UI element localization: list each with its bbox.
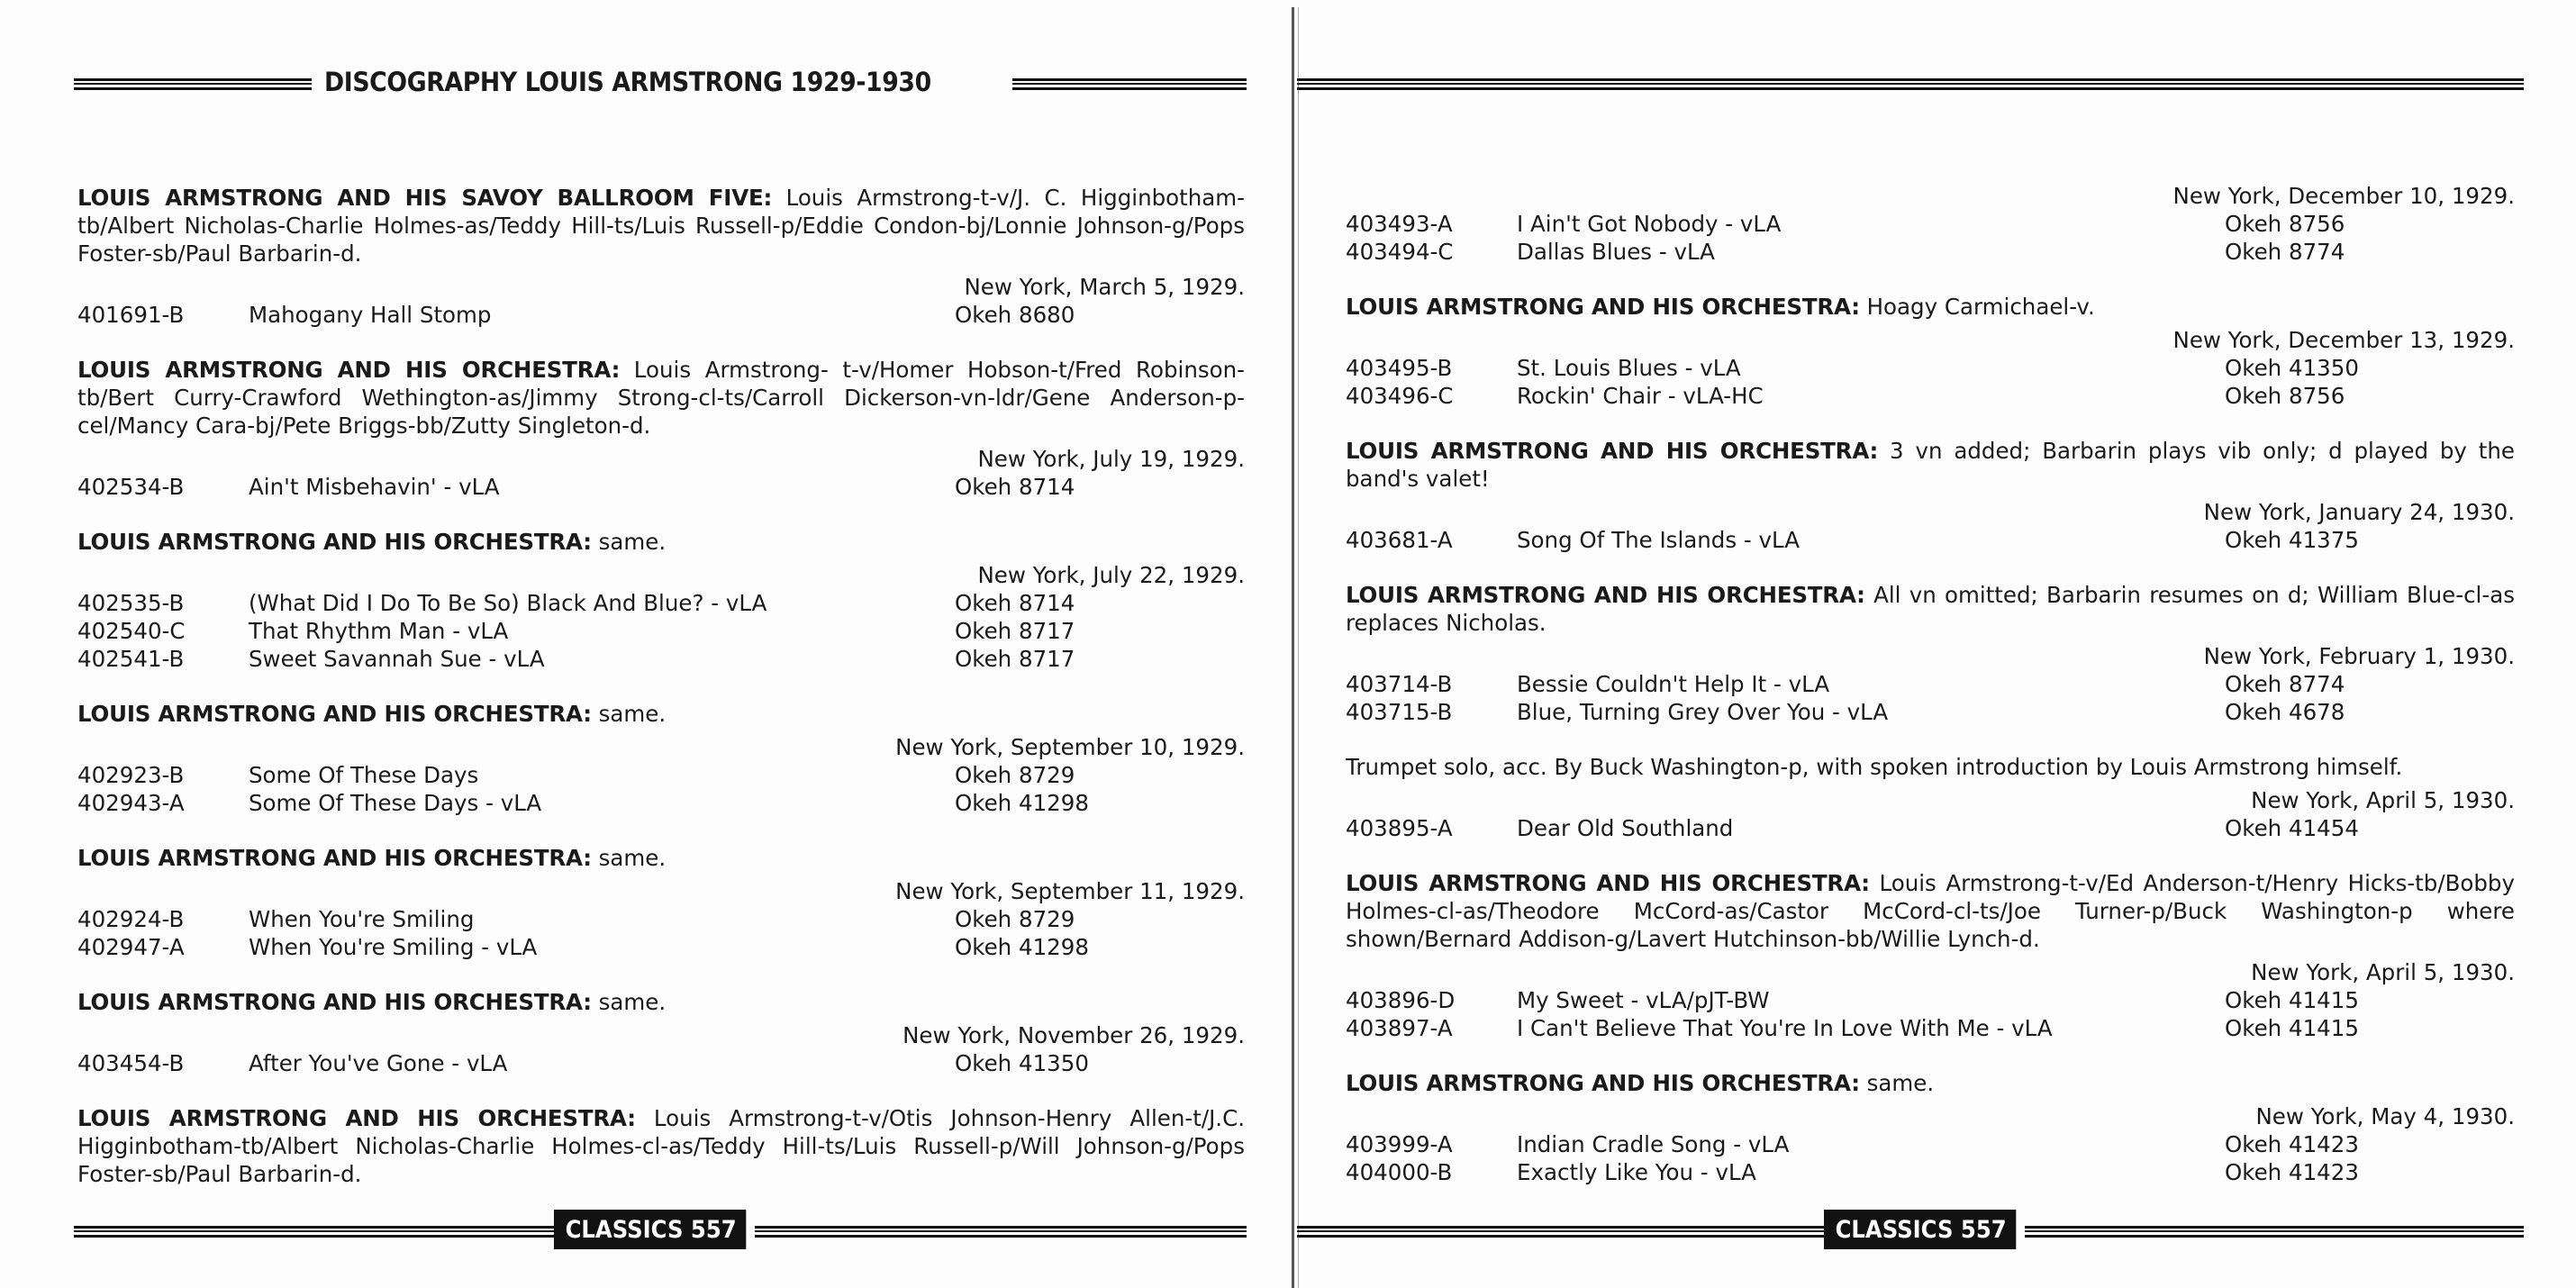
track-row [1346,526,2515,554]
track-row [77,589,1245,617]
personnel-text: same. [591,989,667,1015]
track-row [77,761,1245,789]
track-row [1346,698,2515,726]
matrix-number: 403897-A [1346,1015,1453,1041]
personnel-text: 3 vn added; Barbarin plays vib only; d played by the band's valet! [1346,438,2515,492]
session-location: New York, March 5, 1929. [964,274,1245,300]
record-label: Okeh 8717 [955,646,1075,672]
personnel-text: All vn omitted; Barbarin resumes on d; William Blue-cl-as replaces Nicholas. [1346,582,2515,636]
matrix-number: 403714-B [1346,671,1453,697]
personnel-note [77,184,1245,268]
personnel-text: Louis Armstrong-t-v/Ed Anderson-t/Henry Hicks-tb/Bobby Holmes-cl-as/Theodore McCord-as/Castor McCord-cl-ts/Joe Turner-p/Buck Washington-p where shown/Bernard Addison-g/Lavert Hutchinson-bb/Willie Lynch-d. [1346,870,2515,952]
matrix-number: 403895-A [1346,815,1453,841]
band-name: LOUIS ARMSTRONG AND HIS ORCHESTRA: [77,529,592,555]
matrix-number: 402541-B [77,646,185,672]
personnel-note [1346,581,2515,637]
section-gap [1346,726,2515,753]
personnel-text: same. [591,701,667,727]
section-gap [1346,266,2515,293]
page-fold [1292,7,1294,1288]
track-row [1346,354,2515,382]
record-label: Okeh 8717 [955,618,1075,644]
session-location: New York, January 24, 1930. [2203,499,2515,525]
matrix-number: 402924-B [77,906,185,932]
matrix-number: 403715-B [1346,699,1453,725]
personnel-note [1346,437,2515,493]
personnel-note [77,988,1245,1016]
track-title: Rockin' Chair - vLA-HC [1517,383,1764,409]
matrix-number: 403454-B [77,1050,185,1076]
header-rule-left [74,78,312,90]
left-discography [77,184,1245,1188]
session-location: New York, April 5, 1930. [2251,959,2515,985]
track-row [1346,238,2515,266]
personnel-note [77,844,1245,872]
catalog-badge: CLASSICS 557 [554,1210,746,1249]
record-label: Okeh 41350 [955,1050,1089,1076]
record-label: Okeh 41423 [2225,1131,2359,1157]
record-label: Okeh 41415 [2225,1015,2359,1041]
footer-rule-right [755,1226,1247,1238]
personnel-text: Hoagy Carmichael-v. [1859,294,2095,320]
track-row [77,645,1245,673]
record-label: Okeh 8714 [955,474,1075,500]
matrix-number: 402943-A [77,790,185,816]
record-label: Okeh 8774 [2225,239,2345,265]
record-label: Okeh 41423 [2225,1159,2359,1185]
section-gap [1346,1042,2515,1069]
section-gap [77,817,1245,844]
section-gap [77,1077,1245,1104]
record-label: Okeh 41375 [2225,527,2359,553]
section-gap [1346,554,2515,581]
section-gap [77,501,1245,528]
track-title: Some Of These Days [249,762,479,788]
session-location: New York, September 11, 1929. [895,878,1245,904]
track-title: After You've Gone - vLA [249,1050,508,1076]
record-label: Okeh 41350 [2225,355,2359,381]
matrix-number: 402923-B [77,762,185,788]
footer-rule-left [1297,1226,1825,1238]
session-location: New York, September 10, 1929. [895,734,1245,760]
track-title: Sweet Savannah Sue - vLA [249,646,545,672]
track-title: St. Louis Blues - vLA [1517,355,1741,381]
band-name: LOUIS ARMSTRONG AND HIS ORCHESTRA: [77,845,592,871]
band-name: LOUIS ARMSTRONG AND HIS ORCHESTRA: [1346,582,1865,608]
personnel-note [77,528,1245,556]
record-label: Okeh 8729 [955,762,1075,788]
track-row [1346,382,2515,410]
band-name: LOUIS ARMSTRONG AND HIS ORCHESTRA: [77,989,592,1015]
record-label: Okeh 41454 [2225,815,2359,841]
catalog-badge: CLASSICS 557 [1824,1210,2016,1249]
band-name: LOUIS ARMSTRONG AND HIS ORCHESTRA: [77,357,621,383]
personnel-note [77,1104,1245,1188]
personnel-note [1346,1069,2515,1097]
record-label: Okeh 8756 [2225,383,2345,409]
record-label: Okeh 8774 [2225,671,2345,697]
matrix-number: 403493-A [1346,211,1453,237]
band-name: LOUIS ARMSTRONG AND HIS ORCHESTRA: [1346,294,1860,320]
session-location: New York, February 1, 1930. [2203,643,2515,669]
track-title: My Sweet - vLA/pJT-BW [1517,987,1770,1013]
track-title: (What Did I Do To Be So) Black And Blue? - vLA [249,590,767,616]
matrix-number: 401691-B [77,302,185,328]
section-gap [77,329,1245,356]
matrix-number: 403896-D [1346,987,1456,1013]
section-gap [1346,842,2515,869]
personnel-text: Louis Armstrong-t-v/J. C. Higginbotham-tb/Albert Nicholas-Charlie Holmes-as/Teddy Hill-ts/Luis Russell-p/Eddie Condon-bj/Lonnie Johnson-g/Pops Foster-sb/Paul Barbarin-d. [77,185,1245,267]
track-title: Indian Cradle Song - vLA [1517,1131,1790,1157]
matrix-number: 402947-A [77,934,185,960]
right-page [1297,0,2576,1288]
header-rule-right [1012,78,1247,90]
track-row [1346,1130,2515,1158]
band-name: LOUIS ARMSTRONG AND HIS ORCHESTRA: [1346,1070,1860,1096]
section-gap [77,673,1245,700]
track-row [1346,670,2515,698]
personnel-note [77,356,1245,440]
record-label: Okeh 41298 [955,790,1089,816]
track-title: That Rhythm Man - vLA [249,618,509,644]
session-location: New York, November 26, 1929. [903,1022,1245,1048]
track-row [1346,814,2515,842]
band-name: LOUIS ARMSTRONG AND HIS ORCHESTRA: [1346,438,1879,464]
track-title: Blue, Turning Grey Over You - vLA [1517,699,1889,725]
track-row [77,473,1245,501]
track-row [1346,1014,2515,1042]
session-location: New York, December 10, 1929. [2172,183,2515,209]
track-row [77,905,1245,933]
session-location: New York, April 5, 1930. [2251,787,2515,813]
track-row [1346,986,2515,1014]
band-name: LOUIS ARMSTRONG AND HIS ORCHESTRA: [77,1105,636,1131]
right-discography [1346,177,2515,1186]
track-row [77,301,1245,329]
personnel-text: same. [1859,1070,1935,1096]
track-row [77,617,1245,645]
personnel-text: Trumpet solo, acc. By Buck Washington-p, with spoken introduction by Louis Armstrong himself. [1346,754,2403,780]
personnel-text: Louis Armstrong-t-v/Otis Johnson-Henry Allen-t/J.C. Higginbotham-tb/Albert Nicholas-Charlie Holmes-cl-as/Teddy Hill-ts/Luis Russell-p/Will Johnson-g/Pops Foster-sb/Paul Barbarin-d. [77,1105,1245,1187]
personnel-text: same. [591,529,667,555]
band-name: LOUIS ARMSTRONG AND HIS ORCHESTRA: [1346,870,1870,896]
session-location: New York, December 13, 1929. [2172,327,2515,353]
matrix-number: 402535-B [77,590,185,616]
track-title: Ain't Misbehavin' - vLA [249,474,500,500]
personnel-note [1346,869,2515,953]
matrix-number: 403496-C [1346,383,1454,409]
band-name: LOUIS ARMSTRONG AND HIS ORCHESTRA: [77,701,592,727]
track-row [1346,210,2515,238]
matrix-number: 403999-A [1346,1131,1453,1157]
personnel-text: same. [591,845,667,871]
personnel-note [1346,753,2515,781]
track-title: Dallas Blues - vLA [1517,239,1715,265]
record-label: Okeh 8680 [955,302,1075,328]
track-title: Song Of The Islands - vLA [1517,527,1800,553]
record-label: Okeh 8756 [2225,211,2345,237]
track-row [1346,1158,2515,1186]
matrix-number: 403494-C [1346,239,1454,265]
band-name: LOUIS ARMSTRONG AND HIS SAVOY BALLROOM FIVE: [77,185,773,211]
track-row [77,933,1245,961]
personnel-note [1346,293,2515,321]
track-title: I Ain't Got Nobody - vLA [1517,211,1782,237]
track-title: Dear Old Southland [1517,815,1734,841]
record-label: Okeh 8729 [955,906,1075,932]
header-rule-full [1297,78,2524,90]
matrix-number: 402534-B [77,474,185,500]
record-label: Okeh 4678 [2225,699,2345,725]
matrix-number: 402540-C [77,618,186,644]
footer-rule-right [2025,1226,2524,1238]
track-row [77,789,1245,817]
record-label: Okeh 8714 [955,590,1075,616]
record-label: Okeh 41298 [955,934,1089,960]
session-location: New York, July 19, 1929. [977,446,1245,472]
track-title: Some Of These Days - vLA [249,790,542,816]
record-label: Okeh 41415 [2225,987,2359,1013]
track-title: Bessie Couldn't Help It - vLA [1517,671,1830,697]
personnel-text: Louis Armstrong- t-v/Homer Hobson-t/Fred Robinson-tb/Bert Curry-Crawford Wethington-as/Jimmy Strong-cl-ts/Carroll Dickerson-vn-ldr/Gene Anderson-p-cel/Mancy Cara-bj/Pete Briggs-bb/Zutty Singleton-d. [77,357,1245,439]
track-title: I Can't Believe That You're In Love With Me - vLA [1517,1015,2053,1041]
track-title: When You're Smiling - vLA [249,934,538,960]
footer-rule-left [74,1226,560,1238]
section-gap [77,961,1245,988]
matrix-number: 403495-B [1346,355,1453,381]
section-gap [1346,410,2515,437]
page-title: DISCOGRAPHY LOUIS ARMSTRONG 1929-1930 [324,67,931,97]
track-title: Exactly Like You - vLA [1517,1159,1756,1185]
personnel-note [77,700,1245,728]
matrix-number: 404000-B [1346,1159,1453,1185]
track-title: Mahogany Hall Stomp [249,302,492,328]
matrix-number: 403681-A [1346,527,1453,553]
session-location: New York, May 4, 1930. [2255,1103,2515,1129]
track-title: When You're Smiling [249,906,475,932]
track-row [77,1049,1245,1077]
session-location: New York, July 22, 1929. [977,562,1245,588]
